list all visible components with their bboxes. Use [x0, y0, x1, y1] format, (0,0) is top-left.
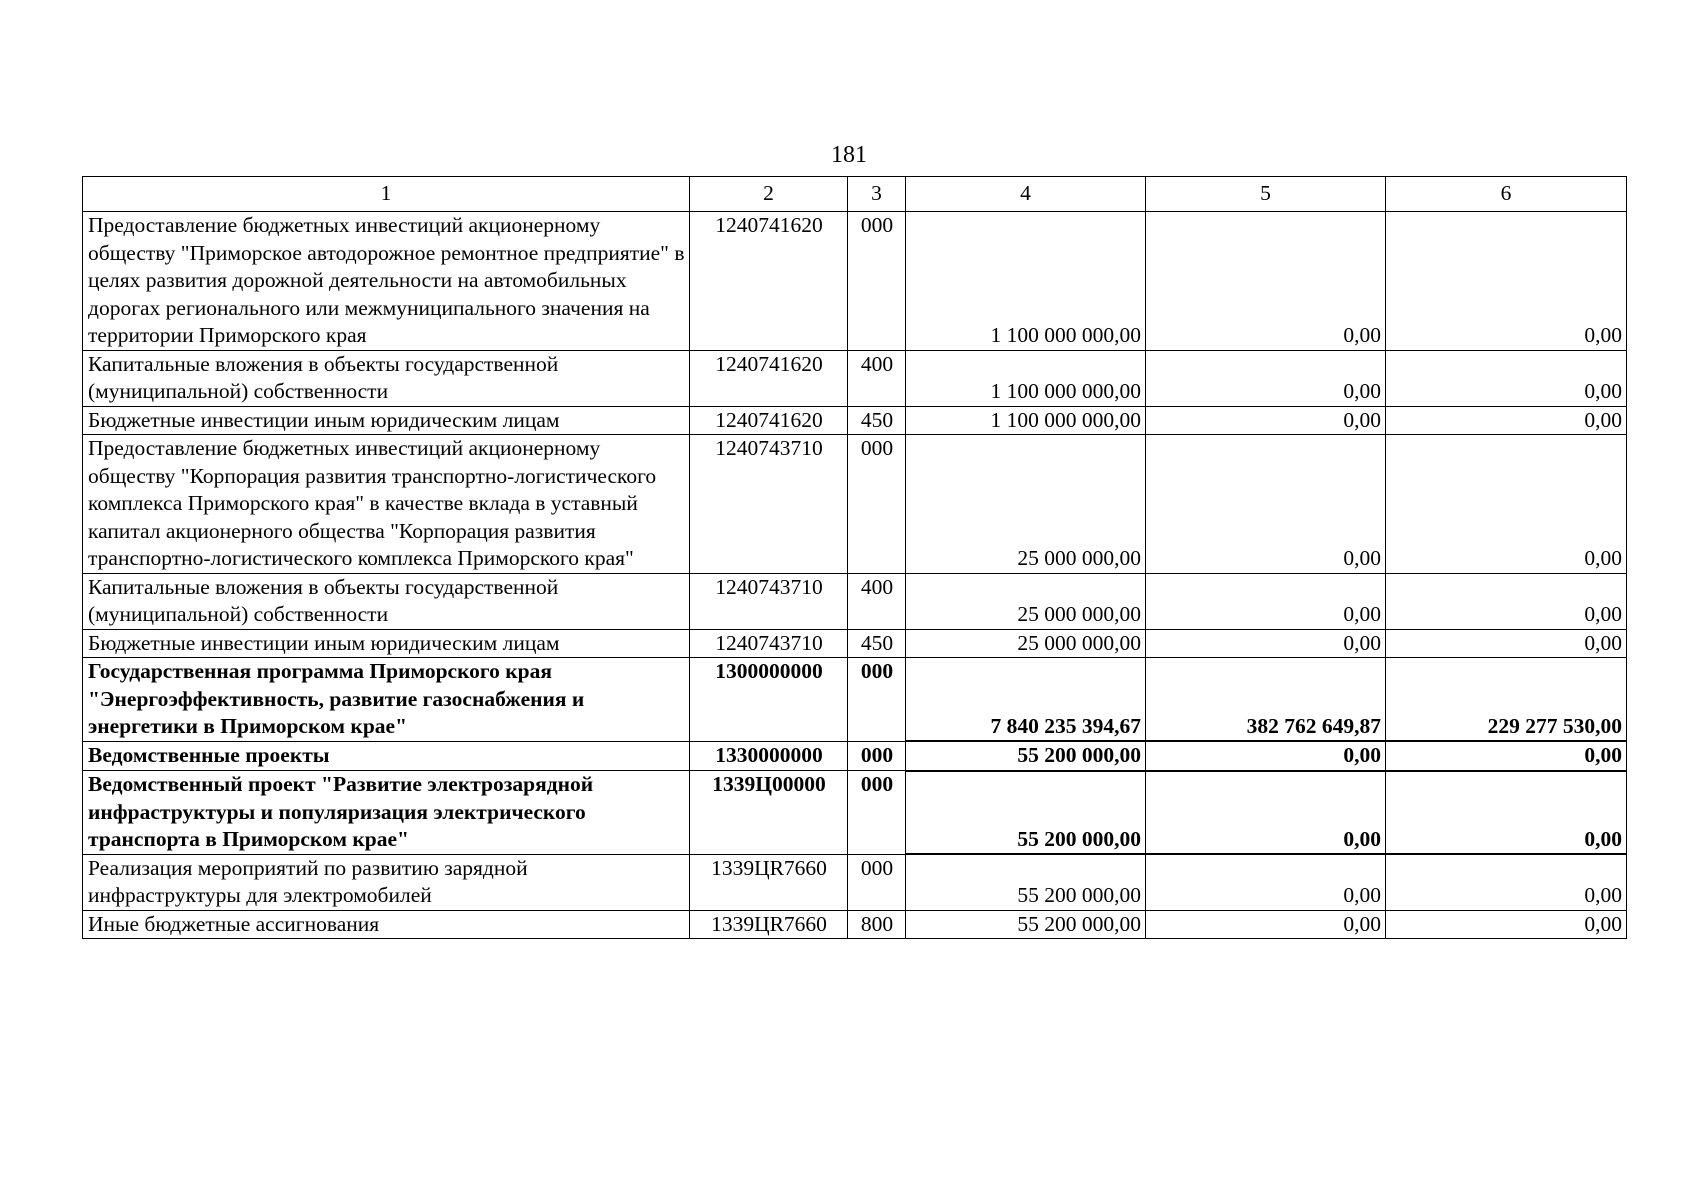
- table-row: [83, 350, 1627, 406]
- row-expense-type-cell: 000: [848, 658, 906, 742]
- table-row: [83, 406, 1627, 435]
- row-amount-col4-cell: 25 000 000,00: [906, 435, 1146, 574]
- row-amount-col4-cell: 55 200 000,00: [906, 910, 1146, 939]
- row-name-cell: Капитальные вложения в объекты государственной (муниципальной) собственности: [83, 350, 690, 406]
- row-amount-col6-cell: 0,00: [1386, 910, 1627, 939]
- table-row: [83, 771, 1627, 855]
- header-row: [83, 177, 1627, 212]
- row-name-cell: Предоставление бюджетных инвестиций акционерному обществу "Корпорация развития транспортно-логистического комплекса Приморского края" в качестве вклада в уставный капитал акционерного общества "Корпорация развития транспортно-логистического комплекса Приморского края": [83, 435, 690, 574]
- row-code-cell: 1339ЦR7660: [690, 854, 848, 910]
- row-amount-col4-cell: 1 100 000 000,00: [906, 406, 1146, 435]
- row-amount-col5-cell: 0,00: [1146, 573, 1386, 629]
- row-expense-type-cell: 450: [848, 406, 906, 435]
- row-amount-col5-cell: 0,00: [1146, 435, 1386, 574]
- row-code-cell: 1240741620: [690, 350, 848, 406]
- row-amount-col4-cell: 55 200 000,00: [906, 854, 1146, 910]
- row-code-cell: 1240743710: [690, 435, 848, 574]
- row-code-cell: 1339Ц00000: [690, 771, 848, 855]
- row-name-cell: Государственная программа Приморского края "Энергоэффективность, развитие газоснабжения и энергетики в Приморском крае": [83, 658, 690, 742]
- row-name-cell: Ведомственные проекты: [83, 741, 690, 771]
- row-amount-col5-cell: 0,00: [1146, 741, 1386, 771]
- header-col-3: 3: [848, 177, 906, 212]
- row-amount-col4-cell: 1 100 000 000,00: [906, 350, 1146, 406]
- row-expense-type-cell: 000: [848, 212, 906, 351]
- row-amount-col6-cell: 0,00: [1386, 435, 1627, 574]
- row-amount-col6-cell: 229 277 530,00: [1386, 658, 1627, 742]
- row-expense-type-cell: 450: [848, 629, 906, 658]
- row-expense-type-cell: 000: [848, 771, 906, 855]
- row-expense-type-cell: 000: [848, 435, 906, 574]
- header-col-6: 6: [1386, 177, 1627, 212]
- row-name-cell: Предоставление бюджетных инвестиций акционерному обществу "Приморское автодорожное ремонтное предприятие" в целях развития дорожной деятельности на автомобильных дорогах регионального или межмуниципального значения на территории Приморского края: [83, 212, 690, 351]
- row-amount-col4-cell: 7 840 235 394,67: [906, 658, 1146, 742]
- row-amount-col6-cell: 0,00: [1386, 212, 1627, 351]
- row-amount-col5-cell: 0,00: [1146, 406, 1386, 435]
- row-name-cell: Капитальные вложения в объекты государственной (муниципальной) собственности: [83, 573, 690, 629]
- row-amount-col5-cell: 0,00: [1146, 910, 1386, 939]
- header-col-5: 5: [1146, 177, 1386, 212]
- row-expense-type-cell: 800: [848, 910, 906, 939]
- table-body: [83, 177, 1627, 939]
- table-row: [83, 854, 1627, 910]
- header-col-1: 1: [83, 177, 690, 212]
- row-amount-col5-cell: 0,00: [1146, 771, 1386, 855]
- row-amount-col4-cell: 1 100 000 000,00: [906, 212, 1146, 351]
- row-name-cell: Ведомственный проект "Развитие электрозарядной инфраструктуры и популяризация электрического транспорта в Приморском крае": [83, 771, 690, 855]
- row-amount-col6-cell: 0,00: [1386, 350, 1627, 406]
- row-amount-col6-cell: 0,00: [1386, 771, 1627, 855]
- row-name-cell: Бюджетные инвестиции иным юридическим лицам: [83, 406, 690, 435]
- table-row: [83, 212, 1627, 351]
- table-row: [83, 435, 1627, 574]
- row-amount-col5-cell: 0,00: [1146, 350, 1386, 406]
- header-col-2: 2: [690, 177, 848, 212]
- row-expense-type-cell: 000: [848, 854, 906, 910]
- row-expense-type-cell: 000: [848, 741, 906, 771]
- row-name-cell: Бюджетные инвестиции иным юридическим лицам: [83, 629, 690, 658]
- row-amount-col4-cell: 55 200 000,00: [906, 771, 1146, 855]
- row-code-cell: 1240743710: [690, 573, 848, 629]
- row-amount-col4-cell: 25 000 000,00: [906, 629, 1146, 658]
- page-number: 181: [831, 142, 867, 168]
- row-amount-col6-cell: 0,00: [1386, 629, 1627, 658]
- row-expense-type-cell: 400: [848, 350, 906, 406]
- row-code-cell: 1240741620: [690, 406, 848, 435]
- row-code-cell: 1240743710: [690, 629, 848, 658]
- row-amount-col6-cell: 0,00: [1386, 406, 1627, 435]
- row-name-cell: Иные бюджетные ассигнования: [83, 910, 690, 939]
- row-expense-type-cell: 400: [848, 573, 906, 629]
- row-amount-col5-cell: 0,00: [1146, 629, 1386, 658]
- row-amount-col6-cell: 0,00: [1386, 573, 1627, 629]
- row-code-cell: 1240741620: [690, 212, 848, 351]
- row-amount-col4-cell: 55 200 000,00: [906, 741, 1146, 771]
- row-amount-col4-cell: 25 000 000,00: [906, 573, 1146, 629]
- row-amount-col5-cell: 382 762 649,87: [1146, 658, 1386, 742]
- table-row: [83, 629, 1627, 658]
- row-code-cell: 1300000000: [690, 658, 848, 742]
- budget-table: [82, 176, 1627, 939]
- table-row: [83, 910, 1627, 939]
- row-code-cell: 1339ЦR7660: [690, 910, 848, 939]
- table-row: [83, 658, 1627, 742]
- row-amount-col5-cell: 0,00: [1146, 212, 1386, 351]
- row-amount-col6-cell: 0,00: [1386, 854, 1627, 910]
- row-code-cell: 1330000000: [690, 741, 848, 771]
- row-name-cell: Реализация мероприятий по развитию зарядной инфраструктуры для электромобилей: [83, 854, 690, 910]
- row-amount-col5-cell: 0,00: [1146, 854, 1386, 910]
- row-amount-col6-cell: 0,00: [1386, 741, 1627, 771]
- table-row: [83, 573, 1627, 629]
- table-row: [83, 741, 1627, 771]
- header-col-4: 4: [906, 177, 1146, 212]
